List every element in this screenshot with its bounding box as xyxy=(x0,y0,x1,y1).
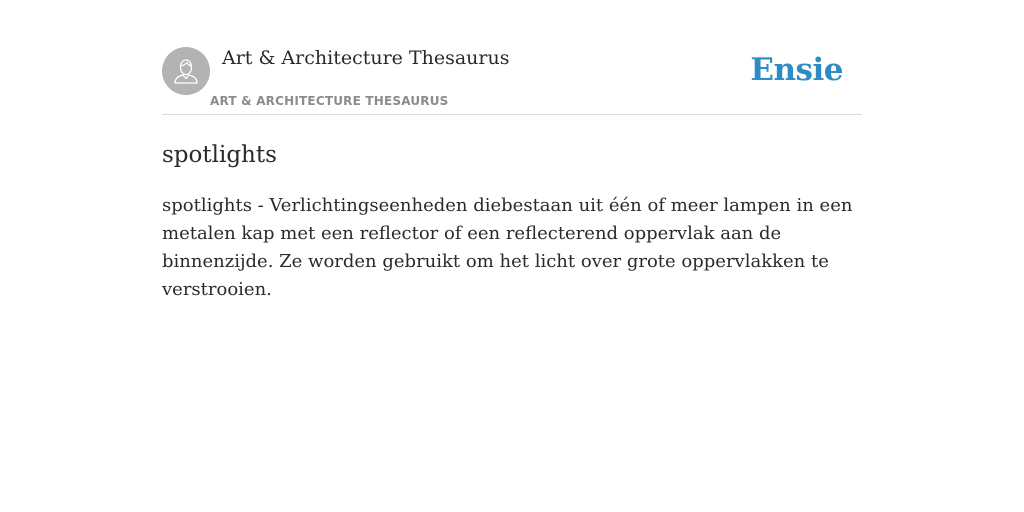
author-name[interactable]: Art & Architecture Thesaurus xyxy=(222,47,510,69)
ensie-logo[interactable]: Ensie xyxy=(750,52,843,88)
user-icon xyxy=(170,55,202,87)
avatar[interactable] xyxy=(162,47,210,95)
author-subtitle[interactable]: ART & ARCHITECTURE THESAURUS xyxy=(210,94,449,108)
entry-title: spotlights xyxy=(162,142,277,168)
author-header xyxy=(162,0,862,115)
content-container xyxy=(162,0,862,300)
entry-definition: spotlights - Verlichtingseenheden diebestaan uit één of meer lampen in een metalen kap met een reflector of een reflecterend oppervlak aan de binnenzijde. Ze worden gebruikt om het licht over grote oppervlakken te verstrooien. xyxy=(162,195,853,300)
